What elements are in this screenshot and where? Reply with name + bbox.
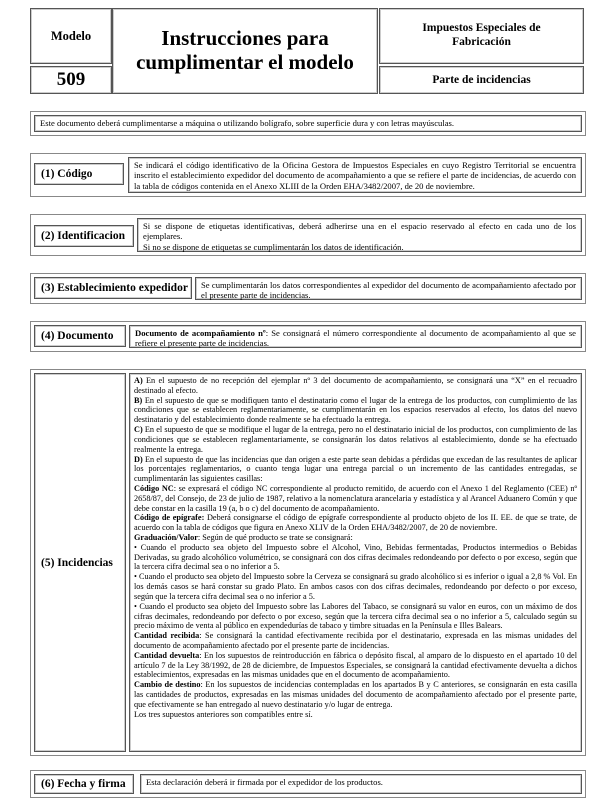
incidencias-nc-lead: Código NC [134, 483, 174, 493]
right-title-box [379, 8, 584, 64]
incidencias-c [134, 425, 577, 454]
incidencias-b-lead: B) [134, 395, 143, 405]
section-incidencias-text-box [129, 373, 582, 752]
incidencias-final: Los tres supuestos anteriores son compatibles entre sí. [134, 709, 313, 719]
right-subtitle: Parte de incidencias [432, 74, 531, 86]
incidencias-cm [134, 680, 577, 709]
incidencias-cm-lead: Cambio de destino [134, 680, 201, 690]
incidencias-nc [134, 484, 577, 513]
section-codigo-label [34, 163, 124, 185]
title-box [112, 8, 378, 94]
incidencias-ep-text: Deberá consignarse el código de epígrafe correspondiente al producto objeto de los II. EE. de que se trate, de acuerdo con la tabla de códigos que figura en Anexo XLIV de la Orden EHA/3482/2007, de 20 de noviembre. [134, 513, 577, 533]
incidencias-gr-text: : Según de qué producto se trate se consignará: [197, 533, 353, 542]
fecha-label: (6) Fecha y firma [41, 778, 126, 790]
right-subtitle-box [379, 66, 584, 94]
section-fecha-label [34, 774, 134, 794]
page-title: Instrucciones para cumplimentar el modelo [136, 26, 354, 74]
modelo-number-box [30, 66, 112, 94]
incidencias-b-text: En el supuesto de que se modifiquen tanto el destinatario como el lugar de la entrega de los productos, con cumplimiento de las condiciones que se establecen reglamentariamente, se cumplimentarán en los espacios reservados al efecto, los datos del nuevo destinatario y del establecimiento donde realmente se ha efectuado la entrega. [134, 395, 577, 425]
codigo-label: (1) Código [41, 168, 93, 180]
incidencias-ep-lead: Código de epígrafe: [134, 513, 205, 523]
incidencias-a-lead: A) [134, 376, 143, 385]
modelo-label: Modelo [50, 28, 92, 43]
incidencias-bullet-3: • Cuando el producto sea objeto del Impuesto sobre las Labores del Tabaco, se consignará su valor en euros, con un máximo de dos cifras decimales, redondeando por defecto o por exceso, según que la tercera cifra decimal sea o no inferior a 5, calculado según su precio máximo de venta al público en expendedurías de tabaco y timbre situadas en la Península e Illes Balears. [134, 601, 577, 631]
section-establecimiento-label [34, 277, 192, 299]
incidencias-bullet-2: • Cuando el producto sea objeto del Impuesto sobre la Cerveza se consignará su grado alcohólico si es inferior o igual a 2,8 % Vol. En los demás casos se hará constar su grado Plato. En ambos casos con dos cifras decimales, redondeando por defecto o por exceso, según que la tercera cifra decimal sea o no inferior a 5. [134, 572, 577, 601]
fecha-text: Esta declaración deberá ir firmada por el expedidor de los productos. [146, 777, 383, 787]
identificacion-text-2: Si no se dispone de etiquetas se cumplimentarán los datos de identificación. [143, 241, 404, 252]
incidencias-cd [134, 651, 577, 680]
incidencias-cr [134, 631, 577, 651]
incidencias-gr [134, 533, 577, 543]
identificacion-label: (2) Identificacion [41, 230, 126, 242]
incidencias-cm-text: : En los supuestos de incidencias contempladas en los apartados B y C anteriores, se consignarán en esta casilla las cantidades de productos, expresadas en las mismas unidades del documento de acompañamiento afectado por el presente parte, que efectivamente se han entregado al nuevo destinatario y/o lugar de entrega. [134, 680, 577, 709]
establecimiento-label: (3) Establecimiento expedidor [41, 282, 188, 294]
incidencias-nc-text: : se expresará el código NC correspondiente al producto remitido, de acuerdo con el Anexo 1 del Reglamento (CEE) nº 2658/87, del Consejo, de 23 de julio de 1987, relativo a la nomenclatura arancelaria y estadística y al Arancel Aduanero Común y que debe constar en la casilla 19 (a, b o c) del documento de acompañamiento. [134, 483, 577, 513]
right-title: Impuestos Especiales de Fabricación [422, 22, 541, 48]
section-identificacion-text-box [137, 218, 582, 252]
section-establecimiento-text-box [195, 277, 582, 300]
section-codigo-text-box [128, 157, 582, 193]
incidencias-label: (5) Incidencias [41, 556, 113, 569]
incidencias-d-text: En el supuesto de que las incidencias que dan origen a este parte sean debidas a pérdidas que excedan de las resultantes de aplicar los porcentajes reglamentarios, o cuanto tenga lugar una entrega parcial o un incremento de las cantidades entregadas, se cumplimentarán las siguientes casillas: [134, 454, 577, 484]
documento-text: : Se consignará el número correspondiente al documento de acompañamiento al que se refiere el presente parte de incidencias. [135, 328, 576, 349]
incidencias-c-lead: C) [134, 425, 143, 435]
incidencias-cd-text: : En los supuestos de reintroducción en fábrica o depósito fiscal, al amparo de lo dispuesto en el apartado 10 del artículo 7 de la Ley 38/1992, de 28 de diciembre, de Impuestos Especiales, se consignará la cantidad efectivamente devuelta a dichos establecimientos, expresadas en las mismas unidades que en el documento de acompañamiento. [134, 650, 577, 680]
incidencias-bullet-1: • Cuando el producto sea objeto del Impuesto sobre el Alcohol, Vino, Bebidas fermentadas, Productos intermedios o Bebidas Derivadas, su grado alcohólico volumétrico, se consignará con dos cifras decimales redondeando por defecto o por exceso, según que la tercera cifra decimal sea o no inferior a 5. [134, 542, 577, 572]
modelo-label-box [30, 8, 112, 64]
incidencias-c-text: En el supuesto de que se modifique el lugar de la entrega, pero no el destinatario inicial de los productos, con cumplimiento de las condiciones que se establecen reglamentariamente, se consignarán los datos relativos al establecimiento, donde se ha efectuado realmente la entrega. [134, 425, 577, 454]
incidencias-cr-text: : Se consignará la cantidad efectivamente recibida por el destinatario, expresada en las mismas unidades del documento de acompañamiento afectado por el presente parte de incidencias. [134, 631, 577, 650]
incidencias-a-text: En el supuesto de no recepción del ejemplar nº 3 del documento de acompañamiento, se consignará una “X” en el recuadro destinado al efecto. [134, 376, 577, 395]
incidencias-cr-lead: Cantidad recibida [134, 631, 200, 641]
incidencias-a [134, 376, 577, 396]
documento-label: (4) Documento [41, 330, 114, 342]
section-identificacion-label [34, 225, 134, 247]
incidencias-d-lead: D) [134, 454, 143, 464]
modelo-number: 509 [56, 69, 86, 90]
documento-lead: Documento de acompañamiento nº [135, 328, 266, 338]
incidencias-ep [134, 513, 577, 533]
incidencias-b [134, 396, 577, 425]
incidencias-cd-lead: Cantidad devuelta [134, 650, 200, 660]
section-documento-label [34, 325, 126, 347]
incidencias-d [134, 455, 577, 484]
notice-text: Este documento deberá cumplimentarse a máquina o utilizando bolígrafo, sobre superficie dura y con letras mayúsculas. [40, 118, 455, 128]
establecimiento-text: Se cumplimentarán los datos correspondientes al expedidor del documento de acompañamiento afectado por el presente parte de incidencias. [201, 280, 576, 301]
identificacion-text-1: Si se dispone de etiquetas identificativas, deberá adherirse una en el espacio reservado al efecto en cada uno de los ejemplares. [143, 221, 576, 242]
incidencias-gr-lead: Graduación/Valor [134, 533, 198, 542]
section-documento-text-box [129, 325, 582, 348]
section-incidencias-label [34, 373, 126, 752]
codigo-text: Se indicará el código identificativo de la Oficina Gestora de Impuestos Especiales en cuyo Registro Territorial se encuentra inscrito el establecimiento expedidor del documento de acompañamiento a que se refiere el parte de incidencias, de acuerdo con la tabla de códigos contenida en el Anexo XLIII de la Orden EHA/3482/2007, de 20 de noviembre. [134, 160, 576, 191]
section-fecha-text-box [140, 774, 582, 794]
notice-box [34, 115, 582, 132]
